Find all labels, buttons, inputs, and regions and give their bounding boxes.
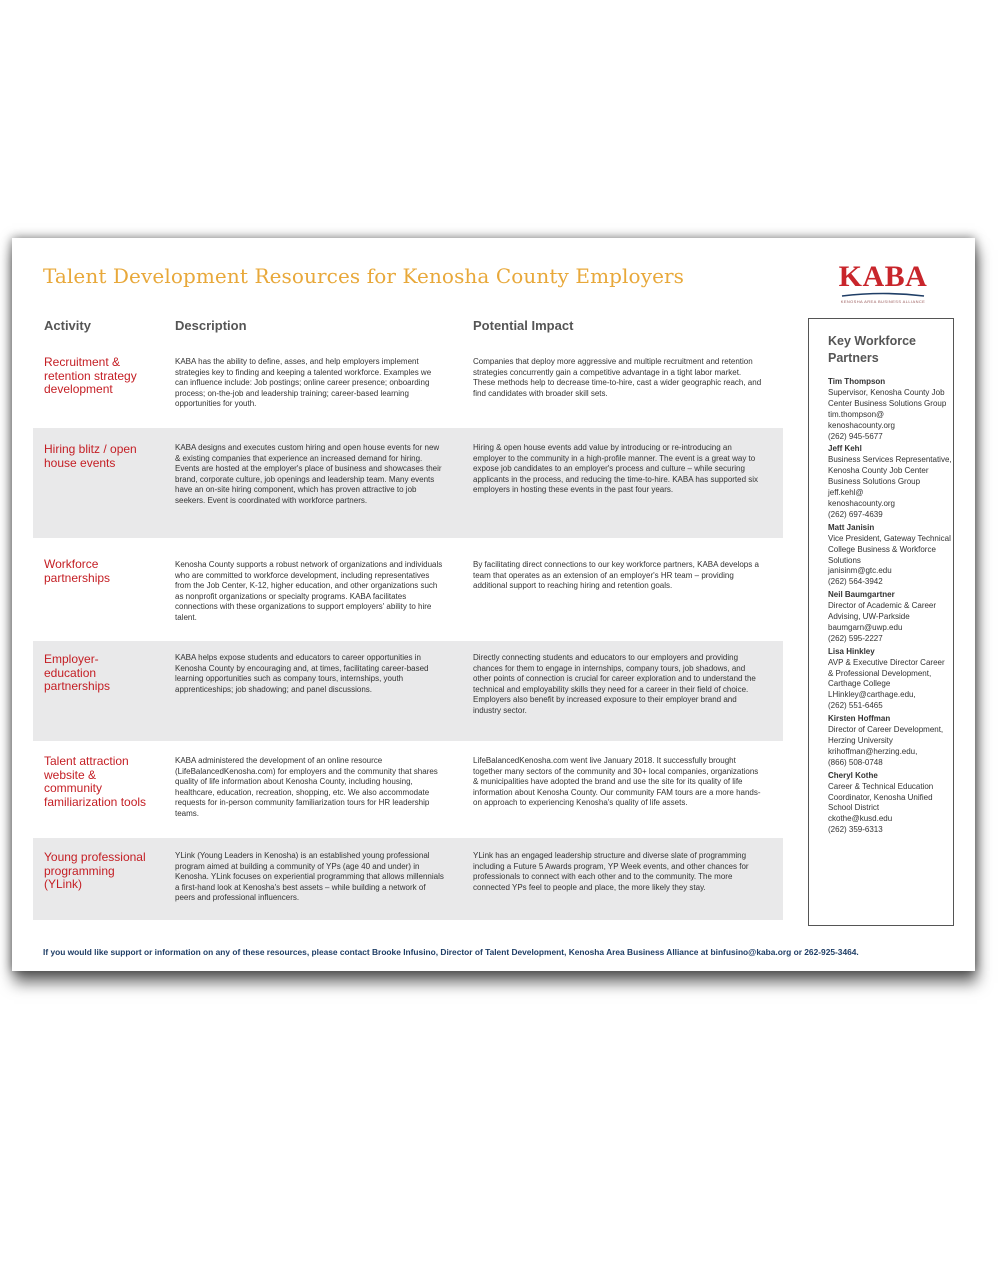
impact-cell: Hiring & open house events add value by introducing or re-introducing an employer to the community in a high-profile manner. The event is a great way to expose job candidates to an employer's process and culture – while securing applicants in the process, and reducing the time-to-hire. KABA has supported six employers in hosting these events in the past four years. (473, 443, 759, 495)
key-workforce-partners-box (808, 318, 954, 926)
partner-name: Matt Janisin (828, 522, 875, 532)
partner-name: Kirsten Hoffman (828, 714, 891, 724)
partner-entry (828, 590, 952, 645)
logo-wordmark: KABA (838, 260, 928, 293)
table-row (33, 741, 783, 838)
description-cell: KABA has the ability to define, asses, and help employers implement strategies key to finding and keeping a talented workforce. Examples we can influence include: Job postings; online career presence; onboarding process; on-the-job and leadership training; career-based learning opportunities for youth. (175, 357, 432, 409)
impact-cell: Directly connecting students and educators to our employers and providing chances for them to engage in internships, company tours, job shadows, and other points of connection is crucial for career exploration and to understand the technical and employability skills they need for a career in their field of choice. Employers also benefit by increased exposure to their employer brand and industry sector. (473, 653, 756, 715)
partner-entry (828, 523, 952, 588)
partner-details: Director of Academic & Career Advising, UW-Parkside baumgarn@uwp.edu (262) 595-2227 (828, 601, 937, 643)
partner-details: Supervisor, Kenosha County Job Center Business Solutions Group tim.thompson@ kenoshacounty.org (262) 945-5677 (828, 387, 947, 441)
description-cell: Kenosha County supports a robust network of organizations and individuals who are committed to workforce development, including representatives from the Job Center, K-12, higher education, and other organizations such as nonprofit organizations or specialty programs. KABA facilitates connections with these organizations to support employers' ability to hire talent. (175, 560, 443, 622)
partner-details: Director of Career Development, Herzing University krihoffman@herzing.edu, (866) 508-0748 (828, 725, 944, 767)
page-title: Talent Development Resources for Kenosha County Employers (43, 264, 685, 288)
partner-name: Jeff Kehl (828, 444, 862, 454)
partner-name: Cheryl Kothe (828, 770, 878, 780)
activity-cell: Hiring blitz / open house events (44, 442, 137, 470)
description-cell: KABA designs and executes custom hiring and open house events for new & existing companies that experience an increased demand for hiring. Events are hosted at the employer's place of business and showcases their brand, corporate culture, job openings and leadership team. Many events have an on-site hiring component, which has proven attractive to job seekers. Event is coordinated with workforce partners. (175, 443, 442, 505)
activity-cell: Workforce partnerships (44, 557, 111, 585)
activity-cell: Recruitment & retention strategy development (44, 355, 137, 396)
document-page (12, 238, 975, 971)
partner-list (828, 377, 952, 838)
partner-entry (828, 444, 952, 520)
description-cell: KABA helps expose students and educators to career opportunities in Kenosha County by encouraging and, at times, facilitating career-based learning opportunities such as company tours, internships, youth apprenticeships; job shadowing; and panel discussions. (175, 653, 429, 694)
partner-entry (828, 377, 952, 442)
column-header-impact: Potential Impact (473, 318, 574, 333)
table-row (33, 641, 783, 741)
kaba-logo (838, 262, 928, 304)
impact-cell: By facilitating direct connections to our key workforce partners, KABA develops a team that operates as an extension of an employer's HR team – providing additional support to reaching hiring and retention goals. (473, 560, 759, 591)
partner-entry (828, 771, 952, 836)
description-cell: YLink (Young Leaders in Kenosha) is an established young professional program aimed at building a community of YPs (age 40 and under) in Kenosha. YLink focuses on experiential programming that allows millennials a first-hand look at Kenosha's best assets – while building a network of peers and professional influencers. (175, 851, 444, 903)
activity-cell: Young professional programming (YLink) (44, 850, 146, 891)
table-row (33, 538, 783, 641)
description-cell: KABA administered the development of an online resource (LifeBalancedKenosha.com) for employers and the community that shares quality of life information about Kenosha County, including housing, healthcare, education, recreation, shopping, etc. We also accommodate requests for in-person community familiarization tours for HR leadership teams. (175, 756, 438, 818)
partner-details: Business Services Representative, Kenosha County Job Center Business Solutions Group jeff.kehl@ kenoshacounty.org (262) 697-4639 (828, 455, 952, 519)
partner-details: AVP & Executive Director Career & Professional Development, Carthage College LHinkley@carthage.edu, (262) 551-6465 (828, 657, 945, 711)
impact-cell: YLink has an engaged leadership structure and diverse slate of programming including a Future 5 Awards program, YP Week events, and other chances for professionals to connect with each other and to the community. The more connected YPs feel to people and place, the more likely they stay. (473, 851, 749, 892)
partners-title: Key Workforce Partners (828, 334, 916, 365)
partner-entry (828, 714, 952, 769)
table-row (33, 838, 783, 920)
partner-name: Neil Baumgartner (828, 590, 895, 600)
impact-cell: LifeBalancedKenosha.com went live January 2018. It successfully brought together many sectors of the community and 30+ local companies, organizations & municipalities have adopted the brand and use the site for its quality of life information about Kenosha County. Our community FAM tours are a more hands-on approach to experiencing Kenosha's quality of life assets. (473, 756, 761, 808)
column-header-activity: Activity (44, 318, 91, 333)
column-header-description: Description (175, 318, 247, 333)
table-row (33, 428, 783, 538)
activity-cell: Talent attraction website & community familiarization tools (44, 754, 147, 809)
activity-cell: Employer-education partnerships (44, 652, 111, 693)
partner-name: Tim Thompson (828, 377, 886, 386)
contact-footer: If you would like support or information on any of these resources, please contact Brooke Infusino, Director of Talent Development, Kenosha Area Business Alliance at binfusino@kaba.org or 262-925-3464. (43, 947, 859, 957)
partner-details: Vice President, Gateway Technical College Business & Workforce Solutions janisinm@gtc.edu (262) 564-3942 (828, 533, 951, 587)
partner-entry (828, 647, 952, 712)
partner-details: Career & Technical Education Coordinator, Kenosha Unified School District ckothe@kusd.edu (262) 359-6313 (828, 781, 934, 835)
table-row (33, 346, 783, 428)
partner-name: Lisa Hinkley (828, 646, 875, 656)
impact-cell: Companies that deploy more aggressive and multiple recruitment and retention strategies concurrently gain a competitive advantage in a tight labor market. These methods help to decrease time-to-hire, cast a wider geographic reach, and find candidates with broader skill sets. (473, 357, 762, 398)
logo-tagline: KENOSHA AREA BUSINESS ALLIANCE (840, 299, 926, 304)
